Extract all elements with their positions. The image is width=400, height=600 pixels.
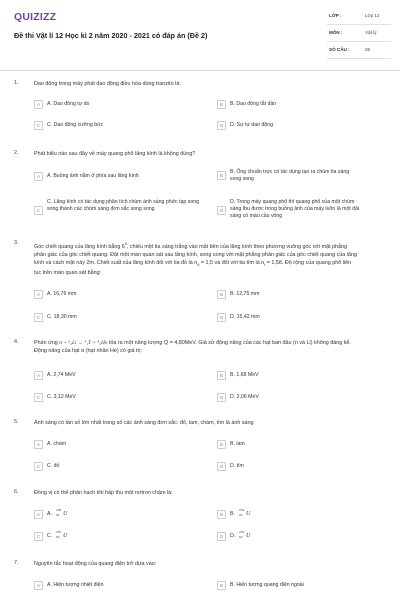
option-letter-box: B <box>217 581 226 590</box>
option-letter-box: A <box>34 371 43 380</box>
option-letter-box: D <box>217 313 226 322</box>
option-letter-box: A <box>34 440 43 449</box>
option-letter-box: D <box>217 532 226 541</box>
option-text: C. 18,30 mm <box>47 314 77 320</box>
subscript-t: t <box>264 262 266 267</box>
option-c[interactable] <box>34 121 204 131</box>
reaction-equation: n + ⁶₃Li → ³₁T + ⁴₂He <box>59 340 108 346</box>
option-text: A. Dao động tự do <box>47 101 90 107</box>
element-symbol: U <box>246 511 251 517</box>
option-letter-box: D <box>217 393 226 402</box>
option-b[interactable] <box>217 290 367 300</box>
option-a[interactable] <box>34 100 204 110</box>
option-prefix: D. <box>230 533 236 539</box>
option-letter-box: C <box>34 206 43 215</box>
question-text <box>34 339 359 355</box>
question-number: 1. <box>14 80 19 86</box>
option-prefix: B. <box>230 511 235 517</box>
option-text: A. 2,74 MeV <box>47 372 76 378</box>
option-d[interactable] <box>217 313 367 323</box>
option-text: A. chàm <box>47 441 67 447</box>
question-text-part: , chiếu một tia sáng trắng vào mặt bên của lăng kính theo phương vuông góc với mặt phẳng phân giác của góc chiết quang. Đặt một màn quan sát sau lăng kính, song song với mặt phẳng phân giác của góc chiết quang của lăng kính và cách mặt này 2m. Chiết suất của lăng kính đối với tia đỏ là n <box>34 243 357 266</box>
option-letter-box: A <box>34 172 43 181</box>
option-b[interactable] <box>217 440 367 450</box>
option-b[interactable] <box>217 100 367 110</box>
option-b[interactable] <box>217 371 367 381</box>
option-text: D. 2,06 MeV <box>230 394 259 400</box>
option-c[interactable] <box>34 462 204 472</box>
option-letter-box: A <box>34 510 43 519</box>
option-a[interactable] <box>34 371 204 381</box>
option-d[interactable] <box>217 121 367 131</box>
option-letter-box: A <box>34 100 43 109</box>
option-text: B. lam <box>230 441 245 447</box>
mass-number: 235 <box>56 530 62 534</box>
question-text: Nguyên tắc hoạt động của quang điện trở dựa vào: <box>34 561 157 567</box>
option-text: B. Hiện tượng quang điện ngoài <box>230 582 304 588</box>
option-letter-box: B <box>217 371 226 380</box>
meta-count-value: 25 <box>365 47 371 52</box>
worksheet-title: Đề thi Vật lí 12 Học kì 2 năm 2020 - 2021 có đáp án (Đề 2) <box>14 31 208 40</box>
degree-superscript: 0 <box>124 242 127 246</box>
question-text <box>34 240 359 277</box>
header-divider <box>0 70 400 71</box>
option-letter-box: D <box>217 121 226 130</box>
option-letter-box: D <box>217 462 226 471</box>
option-letter-box: B <box>217 510 226 519</box>
option-c[interactable] <box>34 393 204 403</box>
option-text: D. Trong máy quang phổ thì quang phổ của một chùm sáng thu được trong buồng ảnh của máy luôn là một dải sáng có màu cầu vồng <box>230 199 360 219</box>
option-letter-box: A <box>34 290 43 299</box>
question-number: 4. <box>14 339 19 345</box>
question-text-part: = 1,58. Độ rộng của quang phổ liên tục trên màn quan sát bằng: <box>34 259 352 276</box>
option-b[interactable] <box>217 168 367 184</box>
option-text: D. tím <box>230 463 244 469</box>
option-letter-box: B <box>217 440 226 449</box>
option-letter-box: C <box>34 313 43 322</box>
option-c[interactable] <box>34 198 209 222</box>
worksheet-meta <box>327 10 391 61</box>
option-letter-box: B <box>217 290 226 299</box>
element-symbol: U <box>246 533 251 539</box>
option-d[interactable] <box>217 198 367 222</box>
atomic-number: 92 <box>56 535 60 539</box>
option-d[interactable] <box>217 393 367 403</box>
option-d[interactable] <box>217 462 367 472</box>
atomic-number: 92 <box>239 535 243 539</box>
option-a[interactable] <box>34 510 204 522</box>
option-text: C. 3,12 MeV <box>47 394 76 400</box>
option-prefix: A. <box>47 511 52 517</box>
option-letter-box: D <box>217 206 226 215</box>
meta-count-row <box>327 44 391 59</box>
option-text: B. Ống chuẩn trực có tác dụng tạo ra chùm tia sáng song song <box>230 169 350 182</box>
question-text: Dao động trong máy phát dao động điều hòa dùng tranzito là: <box>34 81 181 87</box>
option-b[interactable] <box>217 581 367 591</box>
question-number: 5. <box>14 419 19 425</box>
element-symbol: U <box>63 511 68 517</box>
option-text: B. Dao động tắt dần <box>230 101 277 107</box>
question-number: 2. <box>14 150 19 156</box>
question-number: 6. <box>14 489 19 495</box>
question-text: Ánh sáng có tần số lớn nhất trong số các ánh sáng đơn sắc: đỏ, lam, chàm, tím là ánh sáng <box>34 420 254 426</box>
question-text-part: Góc chiết quang của lăng kính bằng 6 <box>34 243 125 250</box>
option-a[interactable] <box>34 581 204 591</box>
option-a[interactable] <box>34 172 204 182</box>
option-text: C. đỏ <box>47 463 60 469</box>
option-c[interactable] <box>34 532 204 544</box>
option-letter-box: A <box>34 581 43 590</box>
question-text: Phát biểu nào sau đây về máy quang phổ lăng kính là không đúng? <box>34 151 196 157</box>
option-letter-box: C <box>34 393 43 402</box>
mass-number: 234 <box>239 508 245 512</box>
meta-class-label: LỚP : <box>329 13 342 18</box>
atomic-number: 92 <box>56 513 60 517</box>
option-text: A. Buồng ảnh nằm ở phía sau lăng kính <box>47 173 139 179</box>
option-d[interactable] <box>217 532 367 544</box>
quizizz-logo[interactable]: QUIZIZZ <box>14 11 57 23</box>
option-text: C. Dao động cưỡng bức <box>47 122 104 128</box>
option-letter-box: B <box>217 100 226 109</box>
option-text: B. 12,75 mm <box>230 291 260 297</box>
option-letter-box: B <box>217 171 226 180</box>
option-letter-box: C <box>34 121 43 130</box>
question-text-part: Phản ứng <box>34 340 58 346</box>
option-c[interactable] <box>34 313 204 323</box>
option-b[interactable] <box>217 510 367 522</box>
option-text: D. 15,42 mm <box>230 314 260 320</box>
meta-class-row <box>327 10 391 25</box>
mass-number: 238 <box>56 508 62 512</box>
option-a[interactable] <box>34 290 204 300</box>
atomic-number: 92 <box>239 513 243 517</box>
meta-count-label: SỐ CÂU : <box>329 47 350 52</box>
meta-class-value: Lớp 12 <box>365 13 380 18</box>
meta-subject-row <box>327 27 391 42</box>
meta-subject-label: MÔN : <box>329 30 343 35</box>
question-number: 7. <box>14 560 19 566</box>
option-text: A. 16,76 mm <box>47 291 77 297</box>
option-letter-box: C <box>34 532 43 541</box>
option-text: D. Sự tự dao động <box>230 122 273 128</box>
option-text: C. Lăng kính có tác dụng phân tích chùm ánh sáng phức tạp song song thành các chùm sáng đơn sắc song song <box>47 199 199 212</box>
question-text-part: = 1,5 và đối với tia tím là n <box>199 259 265 266</box>
element-symbol: U <box>63 533 68 539</box>
meta-subject-value: Vật lý <box>365 30 377 35</box>
option-prefix: C. <box>47 533 53 539</box>
question-text-part: tỏa ra một năng lượng Q = 4,80MeV. Giả sử động năng của các hạt ban đầu (n và Li) không đáng kể. Động năng của hạt α (hạt nhân He) có giá trị: <box>34 340 351 354</box>
mass-number: 239 <box>239 530 245 534</box>
question-text: Đồng vị có thể phân hạch khi hấp thụ một nơtron chậm là: <box>34 490 173 496</box>
subscript-d: d <box>197 262 200 267</box>
worksheet-header <box>0 0 400 70</box>
option-text: B. 1,68 MeV <box>230 372 259 378</box>
option-letter-box: C <box>34 462 43 471</box>
question-number: 3. <box>14 240 19 246</box>
option-text: A. Hiện tượng nhiệt điện <box>47 582 104 588</box>
option-a[interactable] <box>34 440 204 450</box>
